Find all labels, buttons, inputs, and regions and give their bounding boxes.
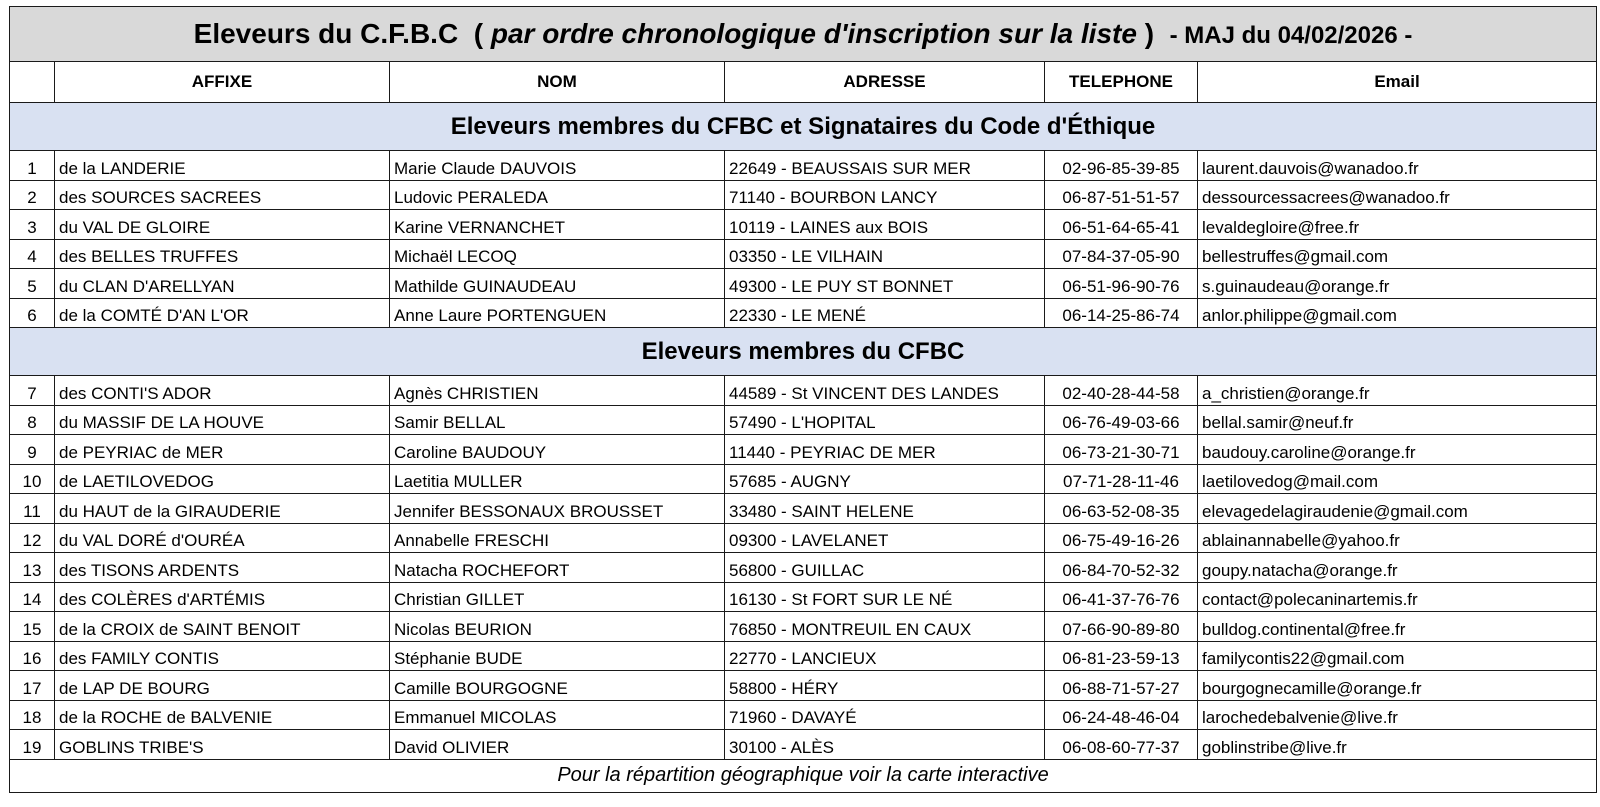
cell-num: 17 bbox=[10, 671, 55, 701]
cell-affixe: du CLAN D'ARELLYAN bbox=[55, 269, 390, 299]
cell-adresse: 71140 - BOURBON LANCY bbox=[725, 180, 1045, 210]
cell-telephone: 06-75-49-16-26 bbox=[1045, 523, 1198, 553]
cell-telephone: 06-63-52-08-35 bbox=[1045, 494, 1198, 524]
cell-email[interactable]: bulldog.continental@free.fr bbox=[1198, 612, 1597, 642]
header-telephone: TELEPHONE bbox=[1045, 62, 1198, 103]
cell-telephone: 06-08-60-77-37 bbox=[1045, 730, 1198, 760]
table-row bbox=[10, 464, 1597, 494]
cell-telephone: 06-81-23-59-13 bbox=[1045, 641, 1198, 671]
cell-affixe: des CONTI'S ADOR bbox=[55, 376, 390, 406]
cell-num: 4 bbox=[10, 239, 55, 269]
table-row bbox=[10, 269, 1597, 299]
cell-telephone: 07-66-90-89-80 bbox=[1045, 612, 1198, 642]
cell-affixe: de PEYRIAC de MER bbox=[55, 435, 390, 465]
cell-telephone: 06-76-49-03-66 bbox=[1045, 405, 1198, 435]
footer-row bbox=[10, 759, 1597, 792]
table-row bbox=[10, 210, 1597, 240]
cell-affixe: de LAETILOVEDOG bbox=[55, 464, 390, 494]
cell-nom: Nicolas BEURION bbox=[390, 612, 725, 642]
cell-telephone: 06-24-48-46-04 bbox=[1045, 700, 1198, 730]
cell-num: 11 bbox=[10, 494, 55, 524]
cell-num: 9 bbox=[10, 435, 55, 465]
cell-adresse: 33480 - SAINT HELENE bbox=[725, 494, 1045, 524]
cell-affixe: des BELLES TRUFFES bbox=[55, 239, 390, 269]
cell-adresse: 76850 - MONTREUIL EN CAUX bbox=[725, 612, 1045, 642]
cell-telephone: 06-84-70-52-32 bbox=[1045, 553, 1198, 583]
cell-num: 16 bbox=[10, 641, 55, 671]
cell-nom: Annabelle FRESCHI bbox=[390, 523, 725, 553]
cell-num: 10 bbox=[10, 464, 55, 494]
cell-email[interactable]: contact@polecaninartemis.fr bbox=[1198, 582, 1597, 612]
cell-affixe: de LAP DE BOURG bbox=[55, 671, 390, 701]
cell-num: 7 bbox=[10, 376, 55, 406]
cell-nom: Natacha ROCHEFORT bbox=[390, 553, 725, 583]
table-row bbox=[10, 553, 1597, 583]
header-adresse: ADRESSE bbox=[725, 62, 1045, 103]
cell-num: 12 bbox=[10, 523, 55, 553]
cell-nom: Jennifer BESSONAUX BROUSSET bbox=[390, 494, 725, 524]
cell-affixe: des COLÈRES d'ARTÉMIS bbox=[55, 582, 390, 612]
cell-adresse: 44589 - St VINCENT DES LANDES bbox=[725, 376, 1045, 406]
cell-adresse: 22649 - BEAUSSAIS SUR MER bbox=[725, 151, 1045, 181]
table-row bbox=[10, 582, 1597, 612]
cell-email[interactable]: levaldegloire@free.fr bbox=[1198, 210, 1597, 240]
cell-num: 8 bbox=[10, 405, 55, 435]
cell-nom: Stéphanie BUDE bbox=[390, 641, 725, 671]
cell-adresse: 30100 - ALÈS bbox=[725, 730, 1045, 760]
cell-email[interactable]: ablainannabelle@yahoo.fr bbox=[1198, 523, 1597, 553]
title-row bbox=[10, 7, 1597, 62]
cell-email[interactable]: bourgognecamille@orange.fr bbox=[1198, 671, 1597, 701]
cell-num: 18 bbox=[10, 700, 55, 730]
cell-nom: Michaël LECOQ bbox=[390, 239, 725, 269]
table-row bbox=[10, 494, 1597, 524]
cell-affixe: de la COMTÉ D'AN L'OR bbox=[55, 298, 390, 328]
cell-nom: Mathilde GUINAUDEAU bbox=[390, 269, 725, 299]
cell-num: 6 bbox=[10, 298, 55, 328]
title-close-paren: ) bbox=[1144, 18, 1155, 49]
cell-nom: Marie Claude DAUVOIS bbox=[390, 151, 725, 181]
cell-adresse: 58800 - HÉRY bbox=[725, 671, 1045, 701]
cell-email[interactable]: laurent.dauvois@wanadoo.fr bbox=[1198, 151, 1597, 181]
cell-adresse: 03350 - LE VILHAIN bbox=[725, 239, 1045, 269]
cell-affixe: des TISONS ARDENTS bbox=[55, 553, 390, 583]
cell-affixe: de la LANDERIE bbox=[55, 151, 390, 181]
footer-note: Pour la répartition géographique voir la carte interactive bbox=[10, 759, 1597, 792]
table-row bbox=[10, 730, 1597, 760]
cell-email[interactable]: familycontis22@gmail.com bbox=[1198, 641, 1597, 671]
table-row bbox=[10, 671, 1597, 701]
cell-num: 1 bbox=[10, 151, 55, 181]
cell-adresse: 71960 - DAVAYÉ bbox=[725, 700, 1045, 730]
cell-email[interactable]: dessourcessacrees@wanadoo.fr bbox=[1198, 180, 1597, 210]
cell-affixe: du MASSIF DE LA HOUVE bbox=[55, 405, 390, 435]
table-row bbox=[10, 405, 1597, 435]
cell-email[interactable]: laetilovedog@mail.com bbox=[1198, 464, 1597, 494]
cell-email[interactable]: goupy.natacha@orange.fr bbox=[1198, 553, 1597, 583]
cell-telephone: 02-96-85-39-85 bbox=[1045, 151, 1198, 181]
cell-email[interactable]: bellal.samir@neuf.fr bbox=[1198, 405, 1597, 435]
cell-nom: Laetitia MULLER bbox=[390, 464, 725, 494]
cell-affixe: du VAL DE GLOIRE bbox=[55, 210, 390, 240]
table-row bbox=[10, 151, 1597, 181]
title-update: - MAJ du 04/02/2026 - bbox=[1169, 22, 1413, 49]
cell-adresse: 11440 - PEYRIAC DE MER bbox=[725, 435, 1045, 465]
cell-nom: Agnès CHRISTIEN bbox=[390, 376, 725, 406]
cell-nom: Samir BELLAL bbox=[390, 405, 725, 435]
cell-nom: Christian GILLET bbox=[390, 582, 725, 612]
breeders-table bbox=[9, 6, 1597, 793]
cell-nom: Ludovic PERALEDA bbox=[390, 180, 725, 210]
cell-num: 13 bbox=[10, 553, 55, 583]
cell-adresse: 49300 - LE PUY ST BONNET bbox=[725, 269, 1045, 299]
cell-affixe: GOBLINS TRIBE'S bbox=[55, 730, 390, 760]
table-row bbox=[10, 612, 1597, 642]
cell-adresse: 57490 - L'HOPITAL bbox=[725, 405, 1045, 435]
cell-adresse: 57685 - AUGNY bbox=[725, 464, 1045, 494]
cell-telephone: 06-51-96-90-76 bbox=[1045, 269, 1198, 299]
header-affixe: AFFIXE bbox=[55, 62, 390, 103]
cell-email[interactable]: a_christien@orange.fr bbox=[1198, 376, 1597, 406]
header-num bbox=[10, 62, 55, 103]
cell-telephone: 06-14-25-86-74 bbox=[1045, 298, 1198, 328]
cell-nom: Caroline BAUDOUY bbox=[390, 435, 725, 465]
cell-email[interactable]: baudouy.caroline@orange.fr bbox=[1198, 435, 1597, 465]
cell-affixe: du HAUT de la GIRAUDERIE bbox=[55, 494, 390, 524]
cell-telephone: 07-71-28-11-46 bbox=[1045, 464, 1198, 494]
section-heading-row bbox=[10, 103, 1597, 151]
header-email: Email bbox=[1198, 62, 1597, 103]
cell-telephone: 07-84-37-05-90 bbox=[1045, 239, 1198, 269]
table-row bbox=[10, 700, 1597, 730]
title-open-paren: ( bbox=[473, 18, 484, 49]
cell-email[interactable]: goblinstribe@live.fr bbox=[1198, 730, 1597, 760]
cell-adresse: 10119 - LAINES aux BOIS bbox=[725, 210, 1045, 240]
cell-num: 5 bbox=[10, 269, 55, 299]
cell-adresse: 56800 - GUILLAC bbox=[725, 553, 1045, 583]
table-row bbox=[10, 298, 1597, 328]
cell-num: 3 bbox=[10, 210, 55, 240]
cell-adresse: 16130 - St FORT SUR LE NÉ bbox=[725, 582, 1045, 612]
section-heading: Eleveurs membres du CFBC et Signataires du Code d'Éthique bbox=[10, 103, 1597, 151]
cell-affixe: des SOURCES SACREES bbox=[55, 180, 390, 210]
cell-num: 19 bbox=[10, 730, 55, 760]
table-row bbox=[10, 523, 1597, 553]
table-row bbox=[10, 435, 1597, 465]
cell-email[interactable]: larochedebalvenie@live.fr bbox=[1198, 700, 1597, 730]
table-row bbox=[10, 376, 1597, 406]
cell-affixe: de la ROCHE de BALVENIE bbox=[55, 700, 390, 730]
table-row bbox=[10, 239, 1597, 269]
cell-telephone: 06-87-51-51-57 bbox=[1045, 180, 1198, 210]
cell-nom: David OLIVIER bbox=[390, 730, 725, 760]
cell-affixe: du VAL DORÉ d'OURÉA bbox=[55, 523, 390, 553]
cell-telephone: 02-40-28-44-58 bbox=[1045, 376, 1198, 406]
page-title bbox=[10, 7, 1597, 62]
cell-nom: Anne Laure PORTENGUEN bbox=[390, 298, 725, 328]
cell-email[interactable]: anlor.philippe@gmail.com bbox=[1198, 298, 1597, 328]
cell-adresse: 22770 - LANCIEUX bbox=[725, 641, 1045, 671]
cell-telephone: 06-51-64-65-41 bbox=[1045, 210, 1198, 240]
cell-num: 14 bbox=[10, 582, 55, 612]
section-heading-row bbox=[10, 328, 1597, 376]
title-subtitle: par ordre chronologique d'inscription sur la liste bbox=[490, 18, 1137, 49]
table-row bbox=[10, 180, 1597, 210]
title-main: Eleveurs du C.F.B.C bbox=[193, 18, 459, 49]
cell-telephone: 06-73-21-30-71 bbox=[1045, 435, 1198, 465]
header-nom: NOM bbox=[390, 62, 725, 103]
cell-email[interactable]: bellestruffes@gmail.com bbox=[1198, 239, 1597, 269]
cell-email[interactable]: elevagedelagiraudenie@gmail.com bbox=[1198, 494, 1597, 524]
cell-nom: Karine VERNANCHET bbox=[390, 210, 725, 240]
cell-adresse: 22330 - LE MENÉ bbox=[725, 298, 1045, 328]
cell-email[interactable]: s.guinaudeau@orange.fr bbox=[1198, 269, 1597, 299]
cell-telephone: 06-88-71-57-27 bbox=[1045, 671, 1198, 701]
cell-affixe: de la CROIX de SAINT BENOIT bbox=[55, 612, 390, 642]
cell-adresse: 09300 - LAVELANET bbox=[725, 523, 1045, 553]
cell-nom: Emmanuel MICOLAS bbox=[390, 700, 725, 730]
cell-num: 15 bbox=[10, 612, 55, 642]
section-heading: Eleveurs membres du CFBC bbox=[10, 328, 1597, 376]
table-row bbox=[10, 641, 1597, 671]
cell-affixe: des FAMILY CONTIS bbox=[55, 641, 390, 671]
column-header-row bbox=[10, 62, 1597, 103]
cell-nom: Camille BOURGOGNE bbox=[390, 671, 725, 701]
cell-telephone: 06-41-37-76-76 bbox=[1045, 582, 1198, 612]
cell-num: 2 bbox=[10, 180, 55, 210]
